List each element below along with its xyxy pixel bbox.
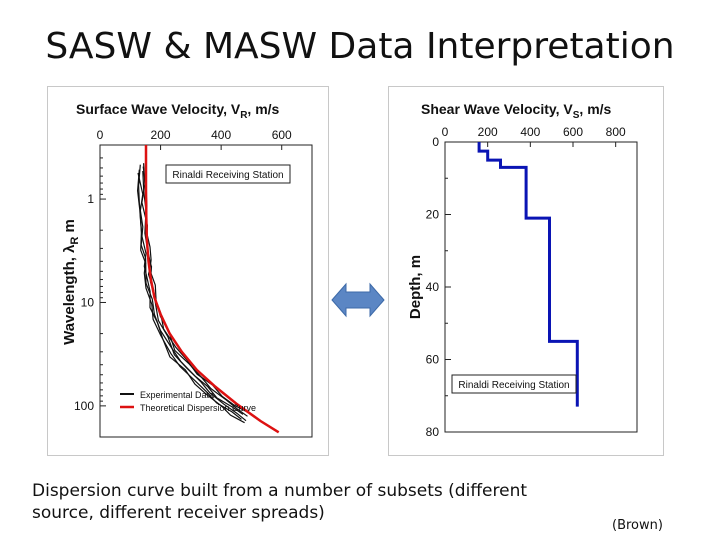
x-tick-label: 400 bbox=[211, 128, 232, 142]
y-tick-label: 10 bbox=[80, 295, 94, 310]
y-tick-label: 80 bbox=[425, 425, 439, 439]
source-credit: (Brown) bbox=[612, 518, 663, 533]
x-tick-label: 0 bbox=[441, 125, 449, 139]
x-tick-label: 400 bbox=[520, 125, 541, 139]
y-tick-label: 40 bbox=[425, 280, 439, 294]
slide-caption: Dispersion curve built from a number of subsets (different source, different receiver spreads) bbox=[32, 481, 528, 523]
vs-profile-line bbox=[479, 142, 577, 407]
slide-title: SASW & MASW Data Interpretation bbox=[45, 26, 675, 67]
y-tick-label: 1 bbox=[87, 192, 94, 207]
experimental-data-line bbox=[142, 163, 249, 413]
x-tick-label: 200 bbox=[150, 128, 171, 142]
plot-area bbox=[74, 128, 312, 437]
annotation-text: Rinaldi Receiving Station bbox=[172, 170, 284, 181]
dispersion-chart bbox=[48, 87, 328, 455]
legend-label-theoretical: Theoretical Dispersion Curve bbox=[140, 403, 257, 413]
x-tick-label: 600 bbox=[271, 128, 292, 142]
x-tick-label: 0 bbox=[96, 128, 104, 142]
y-tick-label: 0 bbox=[432, 135, 439, 149]
y-tick-label: 60 bbox=[425, 352, 439, 367]
y-axis-label: Wavelength, $\lambda_R$ m bbox=[61, 219, 81, 345]
chart-title: Shear Wave Velocity, $V_S$, m/s bbox=[421, 101, 612, 121]
y-axis-label: Depth, m bbox=[407, 254, 424, 320]
shear-velocity-chart-panel bbox=[388, 86, 664, 456]
x-tick-label: 800 bbox=[605, 125, 626, 139]
experimental-data-line bbox=[143, 167, 247, 417]
x-tick-label: 200 bbox=[477, 125, 498, 139]
chart-title: Surface Wave Velocity, $V_R$, m/s bbox=[76, 101, 280, 121]
annotation-text: Rinaldi Receiving Station bbox=[458, 380, 570, 391]
y-tick-label: 20 bbox=[425, 207, 439, 222]
y-tick-label: 100 bbox=[73, 398, 94, 413]
double-arrow-icon bbox=[330, 280, 386, 320]
legend-label-experimental: Experimental Data bbox=[140, 390, 215, 400]
shear-velocity-chart bbox=[389, 87, 663, 455]
x-tick-label: 600 bbox=[562, 125, 584, 139]
plot-area bbox=[426, 125, 637, 439]
dispersion-chart-panel bbox=[47, 86, 329, 456]
